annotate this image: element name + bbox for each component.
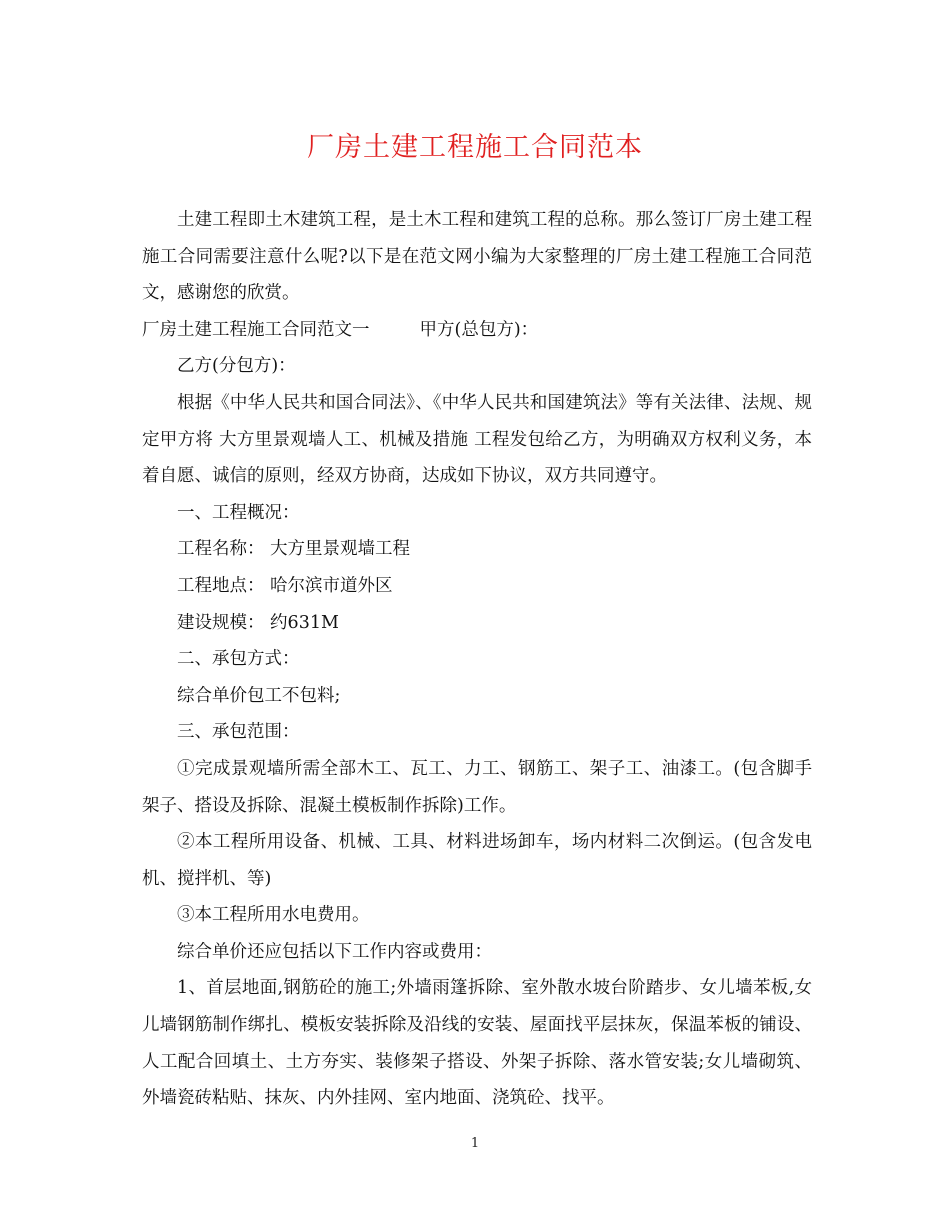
clause-2-heading: 二、承包方式：	[177, 649, 300, 670]
document-body	[142, 202, 812, 1117]
scope-item-2: ②本工程所用设备、机械、工具、材料进场卸车，场内材料二次倒运。(包含发电机、搅拌机、等)	[142, 832, 812, 889]
project-name: 工程名称： 大方里景观墙工程	[177, 539, 411, 560]
project-scale: 建设规模： 约631M	[177, 612, 339, 633]
scope-item-1: ①完成景观墙所需全部木工、瓦工、力工、钢筋工、架子工、油漆工。(包含脚手架子、搭设及拆除、混凝土模板制作拆除)工作。	[142, 758, 812, 816]
preamble-paragraph: 根据《中华人民共和国合同法》、《中华人民共和国建筑法》等有关法律、法规、规定甲方将 大方里景观墙人工、机械及措施 工程发包给乙方，为明确双方权利义务，本着自愿、诚信的原则，经双方协商，达成如下协议，双方共同遵守。	[142, 392, 812, 487]
intro-paragraph: 土建工程即土木建筑工程，是土木工程和建筑工程的总称。那么签订厂房土建工程施工合同需要注意什么呢?以下是在范文网小编为大家整理的厂房土建工程施工合同范文，感谢您的欣赏。	[142, 210, 812, 304]
unit-price-heading: 综合单价还应包括以下工作内容或费用：	[177, 941, 492, 962]
clause-3-heading: 三、承包范围：	[177, 722, 300, 743]
section-heading-line	[142, 312, 812, 349]
party-b-label: 乙方(分包方)：	[177, 356, 296, 377]
unit-price-item-1: 1、首层地面,钢筋砼的施工;外墙雨篷拆除、室外散水坡台阶踏步、女儿墙苯板,女儿墙钢筋制作绑扎、模板安装拆除及沿线的安装、屋面找平层抹灰，保温苯板的铺设、人工配合回填土、土方夯实、装修架子搭设、外架子拆除、落水管安装;女儿墙砌筑、外墙瓷砖粘贴、抹灰、内外挂网、室内地面、浇筑砼、找平。	[142, 978, 812, 1109]
party-a-label: 甲方(总包方)：	[419, 319, 539, 340]
clause-1-heading: 一、工程概况：	[177, 502, 300, 523]
document-title: 厂房土建工程施工合同范本	[307, 132, 643, 163]
project-location: 工程地点： 哈尔滨市道外区	[177, 575, 393, 596]
clause-2-body: 综合单价包工不包料;	[177, 685, 341, 706]
section-heading: 厂房土建工程施工合同范文一	[142, 319, 370, 340]
scope-item-3: ③本工程所用水电费用。	[177, 905, 370, 926]
page-number: 1	[470, 1136, 480, 1151]
